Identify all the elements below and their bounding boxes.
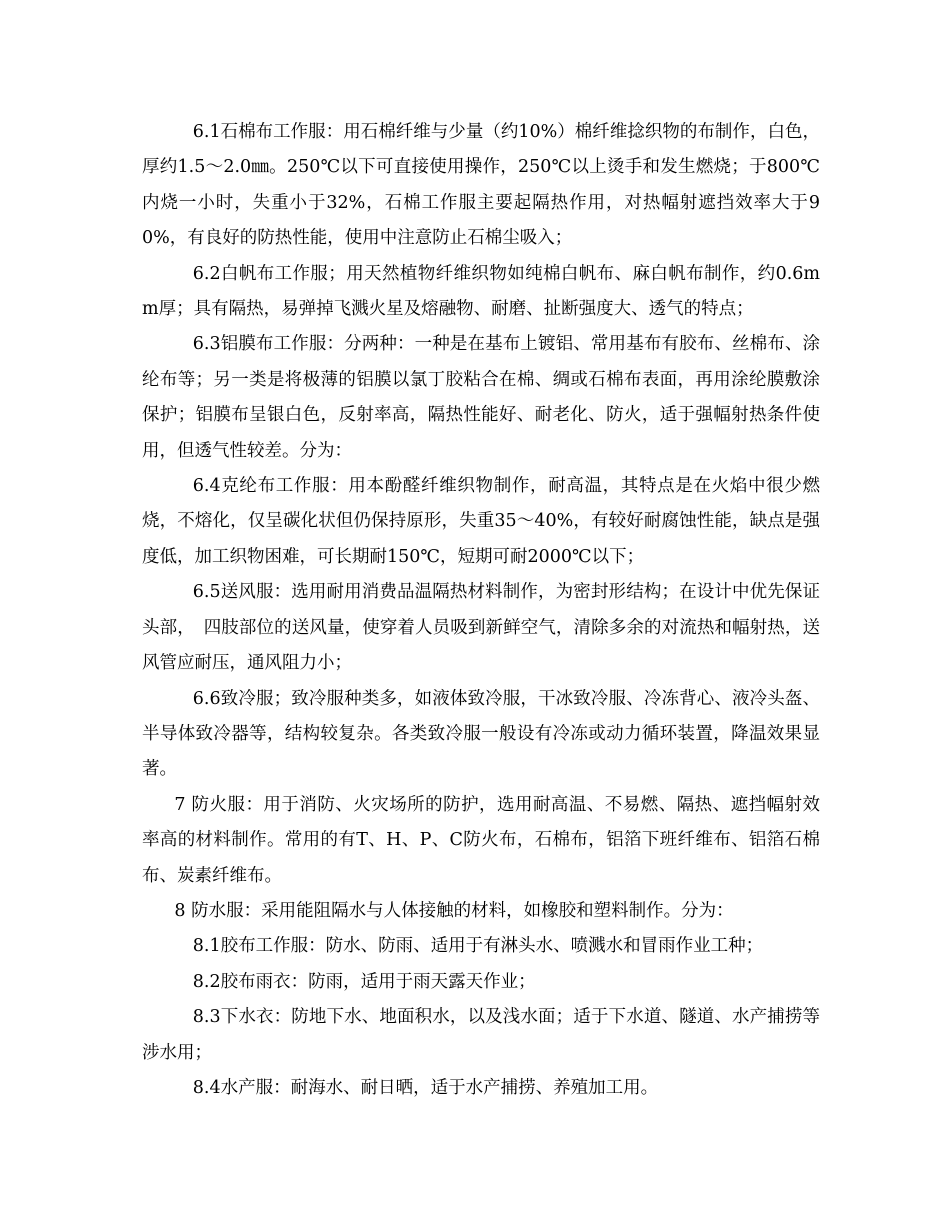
paragraph-6-3: 6.3铝膜布工作服：分两种：一种是在基布上镀铝、常用基布有胶布、丝棉布、涂纶布等；另一类是将极薄的铝膜以氯丁胶粘合在棉、绸或石棉布表面，再用涂纶膜敷涂保护；铝膜布呈银白色，反射率高，隔热性能好、耐老化、防火，适于强幅射热条件使用，但透气性较差。分为： [142,334,820,461]
paragraph-7-fire-suit: 7 防火服：用于消防、火灾场所的防护，选用耐高温、不易燃、隔热、遮挡幅射效率高的材料制作。常用的有T、H、P、C防火布，石棉布，铝箔下班纤维布、铝箔石棉布、炭素纤维布。 [142,794,820,886]
paragraph-6-6: 6.6致冷服；致冷服种类多，如液体致冷服，干冰致冷服、冷冻背心、液冷头盔、半导体致冷器等，结构较复杂。各类致冷服一般设有冷冻或动力循环装置，降温效果显著。 [142,688,820,780]
paragraph-8-waterproof-suit: 8 防水服：采用能阻隔水与人体接触的材料，如橡胶和塑料制作。分为： [174,900,734,921]
paragraph-8-1: 8.1胶布工作服：防水、防雨、适用于有淋头水、喷溅水和冒雨作业工种； [192,936,764,957]
paragraph-6-2: 6.2白帆布工作服；用天然植物纤维织物如纯棉白帆布、麻白帆布制作，约0.6mm厚；具有隔热，易弹掉飞溅火星及熔融物、耐磨、扯断强度大、透气的特点； [142,263,820,320]
paragraph-6-5: 6.5送风服：选用耐用消费品温隔热材料制作，为密封形结构；在设计中优先保证头部， 四肢部位的送风量，使穿着人员吸到新鲜空气，清除多余的对流热和幅射热，送风管应耐压，通风阻力小； [142,582,820,674]
paragraph-6-4: 6.4克纶布工作服：用本酚醛纤维织物制作，耐高温，其特点是在火焰中很少燃烧，不熔化，仅呈碳化状但仍保持原形，失重35～40%，有较好耐腐蚀性能，缺点是强度低，加工织物困难，可长期耐150℃，短期可耐2000℃以下； [142,476,820,567]
paragraph-6-1: 6.1石棉布工作服：用石棉纤维与少量（约10%）棉纤维捻织物的布制作，白色，厚约1.5～2.0㎜。250℃以下可直接使用操作，250℃以上烫手和发生燃烧；于800℃内烧一小时，失重小于32%，石棉工作服主要起隔热作用，对热幅射遮挡效率大于90%，有良好的防热性能，使用中注意防止石棉尘吸入； [142,122,820,249]
paragraph-8-2: 8.2胶布雨衣：防雨，适用于雨天露天作业； [192,971,536,992]
paragraph-8-4: 8.4水产服：耐海水、耐日晒，适于水产捕捞、养殖加工用。 [192,1077,659,1098]
paragraph-8-3: 8.3下水衣：防地下水、地面积水，以及浅水面；适于下水道、隧道、水产捕捞等涉水用； [142,1007,820,1063]
